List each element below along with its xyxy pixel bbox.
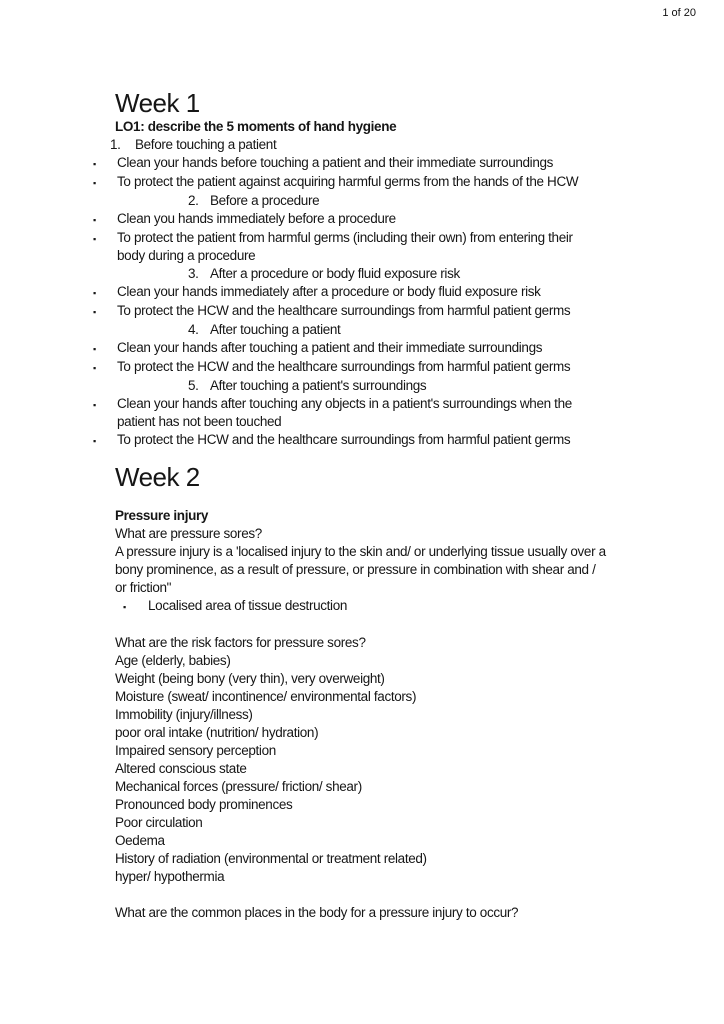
moment-label: Before touching a patient bbox=[135, 137, 277, 152]
bullet-item bbox=[93, 358, 659, 377]
moment-4-item bbox=[188, 321, 659, 339]
week2-title: Week 2 bbox=[115, 462, 200, 492]
bullet-text: To protect the HCW and the healthcare surroundings from harmful patient germs bbox=[117, 432, 571, 447]
moment-3-item bbox=[188, 265, 659, 283]
bullet-text: Clean your hands before touching a patient and their immediate surroundings bbox=[117, 155, 554, 170]
bullet-line: Clean your hands after touching any objects in a patient's surroundings when the bbox=[117, 396, 572, 411]
risk-factor-item: History of radiation (environmental or treatment related) bbox=[115, 851, 427, 866]
bullet-text: To protect the patient against acquiring harmful germs from the hands of the HCW bbox=[117, 174, 579, 189]
bullet-text: Clean your hands after touching a patient and their immediate surroundings bbox=[117, 340, 543, 355]
risk-factor-item: Pronounced body prominences bbox=[115, 797, 293, 812]
bullet-icon: ▪ bbox=[93, 400, 96, 410]
moment-label: After touching a patient bbox=[210, 322, 341, 337]
bullet-text: To protect the HCW and the healthcare surroundings from harmful patient germs bbox=[117, 359, 571, 374]
bullet-item bbox=[93, 173, 659, 192]
bullet-item bbox=[93, 302, 659, 321]
bullet-icon: ▪ bbox=[93, 288, 96, 298]
moment-number: 5. bbox=[188, 378, 199, 393]
bullet-item bbox=[93, 229, 659, 265]
risk-factor-item: hyper/ hypothermia bbox=[115, 869, 225, 884]
bullet-line: patient has not been touched bbox=[117, 414, 282, 429]
bullet-icon: ▪ bbox=[93, 363, 96, 373]
bullet-text bbox=[117, 395, 659, 431]
definition-line: A pressure injury is a 'localised injury to the skin and/ or underlying tissue usually over a bbox=[115, 544, 606, 559]
bullet-item bbox=[93, 283, 659, 302]
bullet-item bbox=[93, 210, 659, 229]
definition-paragraph bbox=[115, 543, 659, 597]
pressure-injury-heading: Pressure injury bbox=[115, 508, 209, 523]
definition-line: bony prominence, as a result of pressure, or pressure in combination with shear and / bbox=[115, 562, 596, 577]
bullet-line: To protect the patient from harmful germs (including their own) from entering their bbox=[117, 230, 573, 245]
bullet-text: To protect the HCW and the healthcare surroundings from harmful patient germs bbox=[117, 303, 571, 318]
moment-1-item bbox=[110, 136, 659, 154]
week1-title: Week 1 bbox=[115, 88, 200, 118]
moment-label: After touching a patient's surroundings bbox=[210, 378, 427, 393]
risk-factor-item: Mechanical forces (pressure/ friction/ shear) bbox=[115, 779, 362, 794]
bullet-icon: ▪ bbox=[93, 159, 96, 169]
moment-number: 1. bbox=[110, 137, 121, 152]
document-content bbox=[93, 88, 659, 922]
moment-number: 2. bbox=[188, 193, 199, 208]
risk-factor-item: Moisture (sweat/ incontinence/ environmental factors) bbox=[115, 689, 417, 704]
question-common-places: What are the common places in the body for a pressure injury to occur? bbox=[115, 905, 519, 920]
risk-factor-item: Altered conscious state bbox=[115, 761, 247, 776]
bullet-item bbox=[93, 339, 659, 358]
bullet-text: Clean your hands immediately after a procedure or body fluid exposure risk bbox=[117, 284, 541, 299]
bullet-icon: ▪ bbox=[93, 344, 96, 354]
bullet-icon: ▪ bbox=[93, 178, 96, 188]
definition-line: or friction" bbox=[115, 580, 172, 595]
moment-number: 3. bbox=[188, 266, 199, 281]
risk-factor-item: Impaired sensory perception bbox=[115, 743, 276, 758]
moment-label: Before a procedure bbox=[210, 193, 320, 208]
bullet-text: Clean you hands immediately before a procedure bbox=[117, 211, 396, 226]
bullet-icon: ▪ bbox=[93, 215, 96, 225]
bullet-item bbox=[93, 154, 659, 173]
question-pressure-sores: What are pressure sores? bbox=[115, 526, 262, 541]
bullet-icon: ▪ bbox=[93, 436, 96, 446]
moment-label: After a procedure or body fluid exposure risk bbox=[210, 266, 460, 281]
bullet-item bbox=[93, 395, 659, 431]
risk-factor-item: Age (elderly, babies) bbox=[115, 653, 231, 668]
question-risk-factors: What are the risk factors for pressure sores? bbox=[115, 635, 366, 650]
lo1-heading: LO1: describe the 5 moments of hand hygiene bbox=[115, 119, 397, 134]
page-indicator: 1 of 20 bbox=[662, 7, 696, 19]
bullet-icon: ▪ bbox=[93, 307, 96, 317]
moment-2-item bbox=[188, 192, 659, 210]
risk-factor-item: poor oral intake (nutrition/ hydration) bbox=[115, 725, 319, 740]
risk-factor-item: Poor circulation bbox=[115, 815, 203, 830]
risk-factor-item: Oedema bbox=[115, 833, 165, 848]
bullet-icon: ▪ bbox=[93, 234, 96, 244]
bullet-item bbox=[123, 597, 659, 616]
bullet-text bbox=[117, 229, 659, 265]
risk-factor-item: Immobility (injury/illness) bbox=[115, 707, 253, 722]
risk-factor-item: Weight (being bony (very thin), very overweight) bbox=[115, 671, 385, 686]
moment-number: 4. bbox=[188, 322, 199, 337]
bullet-line: body during a procedure bbox=[117, 248, 256, 263]
bullet-icon: ▪ bbox=[123, 602, 126, 612]
moment-5-item bbox=[188, 377, 659, 395]
bullet-item bbox=[93, 431, 659, 450]
bullet-text: Localised area of tissue destruction bbox=[148, 598, 348, 613]
